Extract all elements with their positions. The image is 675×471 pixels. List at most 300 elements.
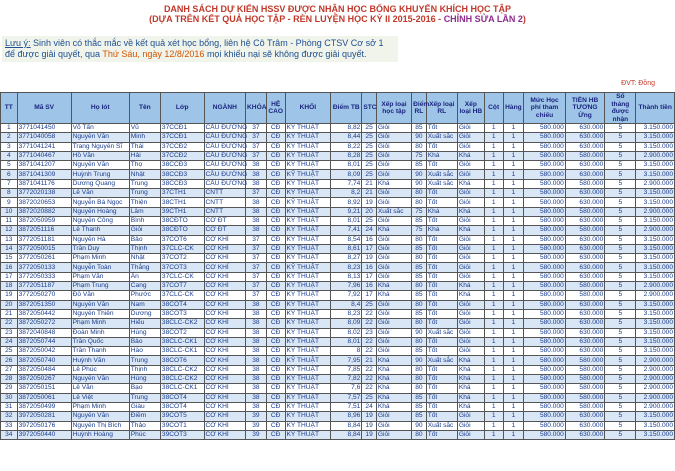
table-cell: 5 — [1, 161, 18, 170]
table-cell: CƠ KHÍ — [204, 263, 246, 272]
table-cell: Phạm Minh — [71, 402, 129, 411]
table-cell: 16 — [1, 263, 18, 272]
table-cell: Giỏi — [376, 124, 411, 133]
table-cell: 580.000 — [524, 328, 566, 337]
table-cell: 5 — [605, 328, 636, 337]
table-cell: 38 — [246, 161, 267, 170]
table-cell: Giỏi — [376, 328, 411, 337]
table-cell: 1 — [503, 189, 524, 198]
table-cell: Huỳnh Văn — [71, 356, 129, 365]
table-cell: 5 — [605, 309, 636, 318]
table-cell: 7,95 — [331, 356, 362, 365]
table-cell: 38COT3 — [160, 309, 204, 318]
table-cell: 8,92 — [331, 198, 362, 207]
table-cell: Giỏi — [457, 337, 484, 346]
table-cell: 1 — [484, 272, 503, 281]
table-cell: 39 — [246, 421, 267, 430]
table-cell: 3872020653 — [17, 198, 71, 207]
table-cell: 1 — [503, 300, 524, 309]
table-cell: CƠ KHÍ — [204, 235, 246, 244]
table-cell: Giỏi — [457, 319, 484, 328]
table-cell: KỸ THUẬT — [285, 198, 331, 207]
table-cell: 3.150.000 — [636, 263, 675, 272]
table-cell: 5 — [605, 207, 636, 216]
table-cell: 22 — [1, 319, 18, 328]
table-cell: 580.000 — [524, 244, 566, 253]
table-cell: 80 — [412, 337, 427, 346]
table-cell: 580.000 — [565, 207, 604, 216]
table-cell: 5 — [605, 179, 636, 188]
table-row — [1, 151, 675, 160]
table-body — [1, 124, 675, 440]
table-cell: 630.000 — [565, 272, 604, 281]
table-cell: 580.000 — [565, 393, 604, 402]
table-cell: 580.000 — [524, 216, 566, 225]
table-cell: Tốt — [426, 412, 457, 421]
notice-label: Lưu ý: — [5, 38, 31, 48]
table-cell: 630.000 — [565, 189, 604, 198]
table-cell: CƠ KHÍ — [204, 393, 246, 402]
table-cell: 38 — [246, 356, 267, 365]
table-cell: Phạm Trung — [71, 282, 129, 291]
table-cell: Tốt — [426, 282, 457, 291]
table-cell: 7,6 — [331, 384, 362, 393]
table-cell: 7 — [1, 179, 18, 188]
table-cell: 1 — [484, 384, 503, 393]
table-cell: Giỏi — [457, 412, 484, 421]
table-cell: 8,84 — [331, 421, 362, 430]
table-cell: 7,57 — [331, 393, 362, 402]
table-cell: 580.000 — [524, 384, 566, 393]
table-cell: KỸ THUẬT — [285, 142, 331, 151]
table-cell: 5 — [605, 300, 636, 309]
table-cell: CẦU ĐƯỜNG — [205, 179, 248, 187]
table-cell: Trần Duy — [71, 244, 129, 253]
table-cell: 630.000 — [565, 328, 604, 337]
table-cell: 3872050442 — [17, 309, 71, 318]
table-cell: 8,22 — [331, 142, 362, 151]
table-cell: CĐ — [266, 347, 285, 356]
table-cell: 3872051116 — [17, 226, 71, 235]
table-cell: 8,54 — [331, 235, 362, 244]
table-cell: CĐ — [266, 263, 285, 272]
table-cell: Giỏi — [457, 161, 484, 170]
table-cell: CĐ — [266, 337, 285, 346]
table-cell: 21 — [362, 356, 377, 365]
table-cell: Khá — [457, 384, 484, 393]
table-cell: Giỏi — [457, 300, 484, 309]
table-cell: Khá — [457, 282, 484, 291]
table-cell: Bình — [129, 216, 160, 225]
table-cell: 38 — [246, 309, 267, 318]
table-cell: KỸ THUẬT — [285, 124, 331, 133]
table-cell: 80 — [412, 254, 427, 263]
table-cell: Khá — [376, 375, 411, 384]
table-cell: Lê Việt — [71, 393, 129, 402]
table-cell: Tốt — [426, 384, 457, 393]
table-cell: 38 — [246, 365, 267, 374]
table-cell: Khá — [376, 393, 411, 402]
table-cell: 16 — [362, 282, 377, 291]
table-cell: 38COT2 — [160, 328, 204, 337]
table-cell: Giỏi — [457, 244, 484, 253]
table-cell: 3871041309 — [17, 170, 71, 179]
subtitle-part-a: (DỰA TRÊN KẾT QUẢ HỌC TẬP - RÈN LUYỆN HỌC KỲ II 2015-2016 - — [149, 14, 444, 24]
table-cell: 630.000 — [565, 216, 604, 225]
table-cell: 630.000 — [565, 124, 604, 133]
table-cell: 8 — [331, 347, 362, 356]
table-cell: Nguyễn Công — [71, 216, 129, 225]
table-cell: 2.900.000 — [636, 282, 675, 291]
table-cell: 37 — [246, 282, 267, 291]
table-cell: Dương Quang — [71, 179, 129, 188]
table-cell: 1 — [503, 430, 524, 439]
table-cell: 630.000 — [565, 300, 604, 309]
table-cell: 25 — [362, 216, 377, 225]
table-cell: 1 — [503, 151, 524, 160]
table-row — [1, 384, 675, 393]
table-cell: 85 — [412, 402, 427, 411]
table-cell: 1 — [484, 161, 503, 170]
table-cell: 85 — [412, 272, 427, 281]
table-cell: 38 — [246, 207, 267, 216]
table-cell: 580.000 — [524, 151, 566, 160]
table-cell: 8,23 — [331, 263, 362, 272]
column-header: Tên — [129, 93, 160, 124]
table-cell: 2.900.000 — [636, 179, 675, 188]
table-cell: 80 — [412, 235, 427, 244]
table-cell: 5 — [605, 142, 636, 151]
table-cell: 3.150.000 — [636, 235, 675, 244]
table-cell: 630.000 — [565, 337, 604, 346]
table-cell: 3872050499 — [17, 402, 71, 411]
table-cell: Giỏi — [376, 412, 411, 421]
table-cell: 38COT4 — [160, 402, 204, 411]
table-cell: 1 — [484, 402, 503, 411]
column-header: KHỐI — [285, 93, 331, 124]
table-cell: KỸ THUẬT — [285, 356, 331, 365]
table-cell: Võ Tấn — [71, 124, 129, 133]
table-cell: Nguyễn Văn — [71, 412, 129, 421]
table-cell: Giỏi — [376, 133, 411, 142]
table-cell: Xuất sắc — [426, 421, 457, 430]
table-cell: 2.900.000 — [636, 356, 675, 365]
table-cell: Khá — [376, 365, 411, 374]
table-cell: 24 — [362, 402, 377, 411]
table-cell: 1 — [484, 207, 503, 216]
table-cell: 5 — [605, 347, 636, 356]
table-cell: CĐ — [266, 235, 285, 244]
table-cell: 38 — [246, 216, 267, 225]
table-cell: CNTT — [204, 198, 246, 207]
table-row — [1, 133, 675, 142]
table-cell: Tốt — [426, 272, 457, 281]
table-cell: 32 — [1, 412, 18, 421]
table-cell: 580.000 — [524, 393, 566, 402]
table-cell: Khá — [457, 151, 484, 160]
table-cell: Khá — [457, 393, 484, 402]
column-header: Cột — [484, 93, 503, 124]
table-cell: 85 — [412, 347, 427, 356]
table-cell: CƠ KHÍ — [204, 328, 246, 337]
table-cell: 5 — [605, 337, 636, 346]
table-cell: 8,09 — [331, 319, 362, 328]
table-cell: Vũ — [129, 124, 160, 133]
table-cell: 630.000 — [565, 347, 604, 356]
table-cell: Giỏi — [376, 151, 411, 160]
table-cell: 37CCĐ1 — [160, 124, 204, 133]
table-cell: 7,82 — [331, 375, 362, 384]
table-cell: 38CCĐ3 — [160, 179, 204, 188]
table-cell: 26 — [1, 356, 18, 365]
table-cell: 38CLC-CK1 — [160, 337, 204, 346]
notice-text-1: Sinh viên có thắc mắc về kết quả xét học bổng, liên hệ Cô Trâm - Phòng CTSV Cơ sở 1 để được giải quyết, qua — [5, 38, 384, 59]
table-cell: 3772050333 — [17, 272, 71, 281]
table-cell: CƠ KHÍ — [204, 412, 246, 421]
table-cell: 22 — [362, 309, 377, 318]
column-header: Xếp loại học tập — [376, 93, 411, 124]
table-row — [1, 254, 675, 263]
table-cell: 37COT2 — [160, 254, 204, 263]
table-cell: 37CCĐ2 — [160, 151, 204, 160]
table-cell: 3.150.000 — [636, 142, 675, 151]
table-cell: 3872050061 — [17, 393, 71, 402]
table-cell: Xuất sắc — [426, 170, 457, 179]
table-cell: 580.000 — [524, 375, 566, 384]
table-cell: 37 — [246, 151, 267, 160]
table-cell: 580.000 — [524, 133, 566, 142]
table-cell: 85 — [412, 244, 427, 253]
table-cell: 1 — [484, 216, 503, 225]
table-cell: 38COT6 — [160, 356, 204, 365]
table-cell: KỸ THUẬT — [285, 226, 331, 235]
table-cell: CẦU ĐƯỜNG — [205, 124, 248, 132]
table-cell: Khá — [457, 226, 484, 235]
table-cell: KỸ THUẬT — [285, 282, 331, 291]
table-cell: Tốt — [426, 319, 457, 328]
table-cell: 7,92 — [331, 291, 362, 300]
table-cell: 3772050133 — [17, 263, 71, 272]
table-cell: 5 — [605, 430, 636, 439]
table-cell: Phúc — [129, 430, 160, 439]
table-cell: 80 — [412, 198, 427, 207]
table-cell: KỸ THUẬT — [285, 207, 331, 216]
table-cell: 38 — [246, 179, 267, 188]
table-cell: Giỏi — [376, 337, 411, 346]
table-row — [1, 291, 675, 300]
table-cell: 580.000 — [565, 356, 604, 365]
table-cell: CĐ — [266, 226, 285, 235]
table-cell: CĐ — [266, 198, 285, 207]
table-cell: 2.900.000 — [636, 384, 675, 393]
table-cell: 1 — [484, 198, 503, 207]
table-cell: 580.000 — [524, 282, 566, 291]
table-cell: 8,82 — [331, 124, 362, 133]
table-cell: 3872051350 — [17, 300, 71, 309]
table-cell: Xuất sắc — [426, 133, 457, 142]
table-cell: Khá — [376, 179, 411, 188]
table-cell: 1 — [503, 356, 524, 365]
table-row — [1, 161, 675, 170]
table-cell: 5 — [605, 254, 636, 263]
table-cell: KỸ THUẬT — [285, 328, 331, 337]
table-cell: 28 — [1, 375, 18, 384]
table-cell: 80 — [412, 142, 427, 151]
table-cell: CĐ — [266, 272, 285, 281]
table-cell: Tốt — [426, 254, 457, 263]
table-cell: Cang — [129, 282, 160, 291]
table-row — [1, 207, 675, 216]
table-cell: 1 — [484, 393, 503, 402]
table-cell: 2.900.000 — [636, 151, 675, 160]
table-cell: 25 — [362, 124, 377, 133]
table-cell: 3772050261 — [17, 254, 71, 263]
table-cell: Giỏi — [457, 263, 484, 272]
table-cell: Giỏi — [457, 170, 484, 179]
table-cell: 580.000 — [524, 337, 566, 346]
table-cell: KỸ THUẬT — [285, 412, 331, 421]
table-cell: 630.000 — [565, 235, 604, 244]
table-cell: 580.000 — [524, 142, 566, 151]
table-cell: 3972050281 — [17, 412, 71, 421]
table-cell: 22 — [362, 384, 377, 393]
table-cell: CĐ — [266, 151, 285, 160]
table-cell: 580.000 — [524, 235, 566, 244]
table-cell: CĐ — [266, 142, 285, 151]
table-cell: KỸ THUẬT — [285, 309, 331, 318]
table-cell: 2.900.000 — [636, 291, 675, 300]
table-cell: 3872050959 — [17, 216, 71, 225]
table-cell: 3771041450 — [17, 124, 71, 133]
table-cell: 17 — [1, 272, 18, 281]
table-cell: KỸ THUẬT — [285, 375, 331, 384]
table-cell: Thảo — [129, 421, 160, 430]
document-subtitle — [0, 14, 675, 24]
table-cell: 38COT4 — [160, 393, 204, 402]
table-cell: 37CCĐ1 — [160, 133, 204, 142]
table-cell: 5 — [605, 170, 636, 179]
table-cell: CƠ KHÍ — [204, 319, 246, 328]
table-cell: 80 — [412, 430, 427, 439]
table-cell: 38CLC-CK1 — [160, 347, 204, 356]
table-cell: 21 — [362, 189, 377, 198]
table-cell: 1 — [503, 244, 524, 253]
table-cell: 24 — [362, 226, 377, 235]
table-cell: 75 — [412, 226, 427, 235]
table-cell: 8,02 — [331, 328, 362, 337]
table-cell: 8,01 — [331, 337, 362, 346]
table-cell: 630.000 — [565, 309, 604, 318]
table-cell: CẦU ĐƯỜNG — [205, 161, 248, 169]
table-cell: 1 — [503, 272, 524, 281]
table-cell: Khá — [457, 365, 484, 374]
table-cell: 5 — [605, 198, 636, 207]
table-cell: CĐ — [266, 133, 285, 142]
table-row — [1, 235, 675, 244]
table-cell: 3872050484 — [17, 365, 71, 374]
table-cell: KỸ THUẬT — [285, 254, 331, 263]
column-header: Mức Học phí tham chiếu — [524, 93, 566, 124]
table-cell: Giỏi — [376, 300, 411, 309]
table-cell: 85 — [412, 216, 427, 225]
table-cell: Khá — [457, 207, 484, 216]
table-cell: 19 — [362, 412, 377, 421]
table-cell: 90 — [412, 421, 427, 430]
table-cell: 3.150.000 — [636, 328, 675, 337]
table-cell: CNTT — [204, 207, 246, 216]
table-cell: 3772051187 — [17, 282, 71, 291]
table-cell: Huỳnh Trung — [71, 170, 129, 179]
table-cell: 38 — [246, 328, 267, 337]
table-cell: 1 — [503, 319, 524, 328]
table-cell: 580.000 — [565, 375, 604, 384]
table-cell: CƠ KHÍ — [204, 421, 246, 430]
table-row — [1, 189, 675, 198]
table-row — [1, 393, 675, 402]
table-cell: 580.000 — [565, 226, 604, 235]
table-cell: 8,61 — [331, 244, 362, 253]
table-cell: 8,01 — [331, 161, 362, 170]
table-cell: Giỏi — [457, 421, 484, 430]
table-cell: 85 — [412, 161, 427, 170]
table-row — [1, 300, 675, 309]
table-cell: 1 — [503, 216, 524, 225]
table-cell: Điềm — [129, 412, 160, 421]
table-cell: Xuất sắc — [376, 207, 411, 216]
table-cell: 5 — [605, 161, 636, 170]
column-header: Số tháng được nhận — [605, 93, 636, 124]
table-cell: CƠ KHÍ — [204, 300, 246, 309]
table-cell: 630.000 — [565, 142, 604, 151]
table-cell: 1 — [503, 421, 524, 430]
table-cell: Tốt — [426, 347, 457, 356]
table-cell: 3.150.000 — [636, 170, 675, 179]
subtitle-part-c: ) — [522, 14, 526, 24]
table-cell: 1 — [503, 263, 524, 272]
table-cell: 5 — [605, 272, 636, 281]
table-cell: CĐ — [266, 291, 285, 300]
table-cell: 3.150.000 — [636, 124, 675, 133]
table-cell: Nguyễn Bá Ngọc — [71, 198, 129, 207]
table-cell: 8,09 — [331, 170, 362, 179]
table-cell: KỸ THUẬT — [285, 151, 331, 160]
table-cell: CƠ KHÍ — [204, 347, 246, 356]
table-cell: 19 — [362, 254, 377, 263]
table-cell: CĐ — [266, 384, 285, 393]
table-cell: 10 — [1, 207, 18, 216]
table-cell: KỸ THUẬT — [285, 179, 331, 188]
table-cell: 1 — [503, 393, 524, 402]
table-cell: 4 — [1, 151, 18, 160]
table-cell: CƠ KHÍ — [204, 384, 246, 393]
table-cell: Xuất sắc — [426, 179, 457, 188]
table-cell: Tốt — [426, 393, 457, 402]
table-cell: Giỏi — [376, 198, 411, 207]
table-cell: 1 — [484, 421, 503, 430]
table-cell: 5 — [605, 402, 636, 411]
table-row — [1, 282, 675, 291]
table-cell: 580.000 — [524, 412, 566, 421]
table-cell: 38 — [246, 170, 267, 179]
table-cell: Khá — [457, 402, 484, 411]
table-cell: Nguyễn Văn — [71, 133, 129, 142]
table-cell: 5 — [605, 375, 636, 384]
table-cell: 580.000 — [565, 402, 604, 411]
table-cell: 1 — [503, 337, 524, 346]
table-cell: 8 — [1, 189, 18, 198]
table-cell: 1 — [503, 402, 524, 411]
table-cell: 37 — [246, 124, 267, 133]
